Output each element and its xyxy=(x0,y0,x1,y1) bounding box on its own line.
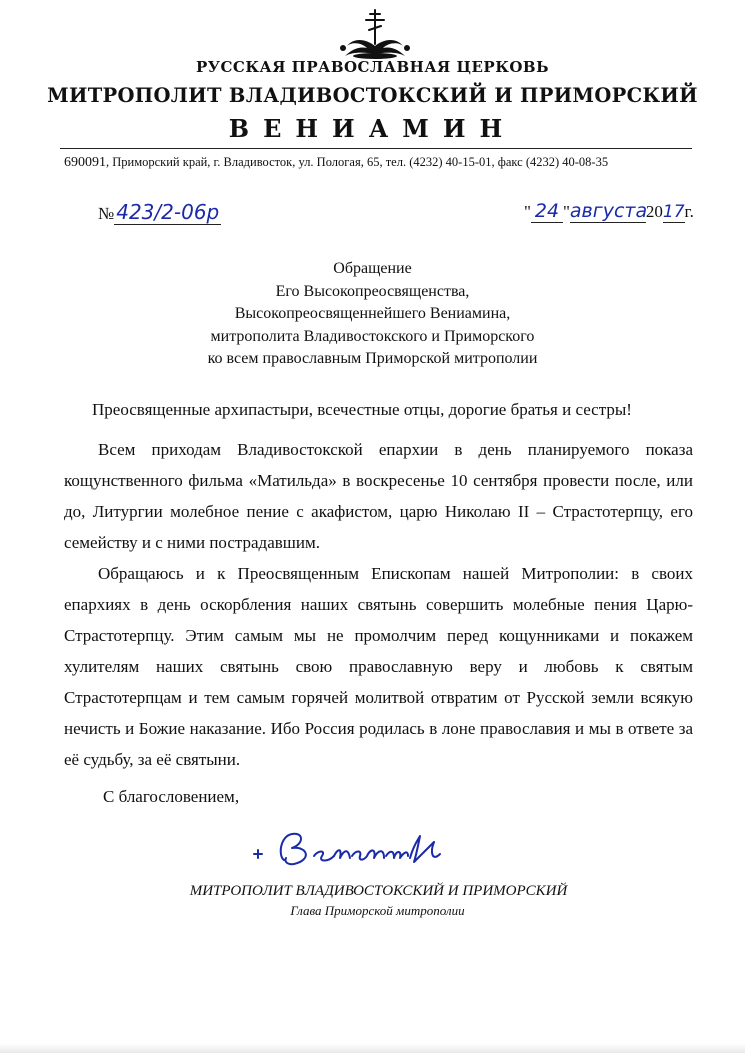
postal-code: 690091 xyxy=(64,155,106,170)
signatory-title: МИТРОПОЛИТ ВЛАДИВОСТОКСКИЙ И ПРИМОРСКИЙ xyxy=(189,883,568,899)
header-divider xyxy=(60,148,692,149)
greeting: Преосвященные архипастыри, всечестные отцы, дорогие братья и сестры! xyxy=(92,400,632,419)
closing-salutation: С благословением, xyxy=(103,787,240,806)
date-year-suffix: 17 xyxy=(662,202,685,222)
appeal-line: Его Высокопреосвященства, xyxy=(275,282,470,300)
date-month: августа xyxy=(569,200,648,222)
body-paragraph: Обращаюсь и к Преосвященным Епископам нашей Митрополии: в своих епархиях в день оскорбления наших святынь совершить молебные пения Царю-Страстотерпцу. Этим самым мы не промолчим перед кощунниками и покажем хулителям наших святынь свою православную веру и любовь к святым Страстотерпцам и тем самым горячей молитвой отвратим от Русской земли всякую нечисть и Божие наказание. Ибо Россия родилась в лоне православия и мы в ответе за её судьбу, за её святыни. xyxy=(64,564,693,769)
document-date xyxy=(524,200,694,223)
handwritten-signature xyxy=(248,826,498,876)
appeal-line: ко всем православным Приморской митрополии xyxy=(207,350,538,367)
date-suffix: г. xyxy=(684,202,694,221)
document-number xyxy=(98,200,221,225)
address-line xyxy=(64,155,704,171)
appeal-heading xyxy=(0,258,745,371)
date-year-prefix: 20 xyxy=(645,202,663,221)
letterhead-name: ВЕНИАМИН xyxy=(228,114,517,143)
signatory-subtitle: Глава Приморской митрополии xyxy=(290,903,465,918)
appeal-line: Обращение xyxy=(333,260,412,277)
body-paragraph: Всем приходам Владивостокской епархии в день планируемого показа кощунственного фильма «Матильда» в воскресенье 10 сентября провести после, или до, Литургии молебное пение с акафистом, царю Николаю II – Страстотерпцу, его семейству и с ними пострадавшим. xyxy=(64,440,693,552)
date-quote-open: " xyxy=(524,202,531,221)
church-header: РУССКАЯ ПРАВОСЛАВНАЯ ЦЕРКОВЬ xyxy=(196,58,549,76)
appeal-line: Высокопреосвященнейшего Вениамина, xyxy=(234,305,511,322)
date-quote-close: " xyxy=(562,202,570,221)
number-prefix: № xyxy=(98,204,115,223)
address-text: , Приморский край, г. Владивосток, ул. Пологая, 65, тел. (4232) 40-15-01, факс (4232) 40-08-35 xyxy=(106,155,609,169)
orthodox-cross-ornament-icon xyxy=(335,8,415,60)
number-handwritten: 423/2-06р xyxy=(116,200,220,224)
scan-edge xyxy=(0,1043,745,1053)
appeal-line: митрополита Владивостокского и Приморского xyxy=(210,327,535,345)
date-day: 24 xyxy=(531,200,563,223)
letterhead-title: МИТРОПОЛИТ ВЛАДИВОСТОКСКИЙ И ПРИМОРСКИЙ xyxy=(47,84,698,107)
